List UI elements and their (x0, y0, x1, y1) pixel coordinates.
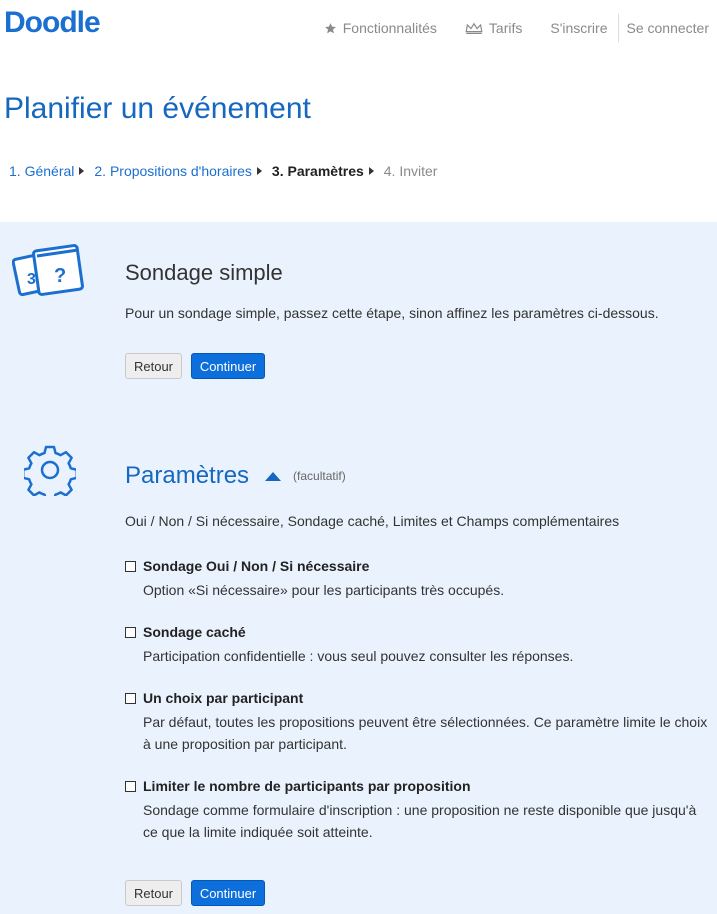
top-header (0, 0, 717, 56)
step-time-proposals[interactable] (94, 163, 272, 179)
nav-login[interactable] (627, 20, 710, 36)
doodle-logo[interactable]: Doodle (4, 6, 100, 39)
option-description: Participation confidentielle : vous seul pouvez consulter les réponses. (143, 648, 574, 664)
option-label[interactable]: Sondage caché (143, 624, 246, 640)
step-settings (272, 163, 384, 179)
step-general[interactable] (9, 163, 94, 179)
nav-pricing[interactable] (465, 20, 522, 36)
step-invite-label: 4. Inviter (383, 163, 438, 179)
calendar-question-icon (12, 242, 90, 298)
option-label[interactable]: Un choix par participant (143, 690, 304, 706)
step-invite (384, 163, 438, 179)
star-icon (324, 22, 337, 35)
simple-poll-title: Sondage simple (125, 260, 283, 285)
nav-features-label: Fonctionnalités (342, 20, 437, 36)
nav-signup[interactable] (550, 20, 607, 36)
option-yes-no-ifneeded (125, 558, 710, 601)
caret-right-icon (79, 167, 84, 175)
limit-participants-checkbox[interactable] (125, 781, 136, 792)
simple-poll-description: Pour un sondage simple, passez cette étape, sinon affinez les paramètres ci-dessous. (125, 305, 659, 321)
nav-pricing-label: Tarifs (488, 20, 523, 36)
caret-right-icon (257, 167, 262, 175)
nav-signup-label: S'inscrire (550, 20, 608, 36)
option-one-choice (125, 690, 710, 755)
crown-icon (465, 22, 483, 34)
settings-section-header[interactable] (125, 462, 346, 490)
nav-login-label: Se connecter (626, 20, 709, 36)
svg-text:?: ? (54, 265, 67, 287)
optional-label: (facultatif) (293, 469, 346, 483)
continue-button[interactable]: Continuer (191, 353, 265, 379)
caret-right-icon (369, 167, 374, 175)
svg-text:3: 3 (27, 271, 36, 288)
collapse-arrow-icon[interactable] (265, 472, 281, 481)
nav-features[interactable] (324, 20, 437, 36)
option-hidden-poll (125, 624, 710, 667)
option-label[interactable]: Limiter le nombre de participants par proposition (143, 778, 471, 794)
gear-icon (24, 444, 76, 496)
step-time-proposals-label: 2. Propositions d'horaires (94, 163, 252, 179)
one-choice-checkbox[interactable] (125, 693, 136, 704)
nav-divider (618, 14, 619, 42)
option-limit-participants (125, 778, 710, 843)
yes-no-ifneeded-checkbox[interactable] (125, 561, 136, 572)
step-settings-label: 3. Paramètres (271, 163, 364, 179)
back-button[interactable]: Retour (125, 353, 182, 379)
option-label[interactable]: Sondage Oui / Non / Si nécessaire (143, 558, 370, 574)
option-description: Option «Si nécessaire» pour les participants très occupés. (143, 582, 505, 598)
page-title: Planifier un événement (4, 92, 311, 125)
settings-summary: Oui / Non / Si nécessaire, Sondage caché, Limites et Champs complémentaires (125, 513, 620, 529)
top-nav (324, 14, 709, 42)
hidden-poll-checkbox[interactable] (125, 627, 136, 638)
wizard-steps (9, 163, 437, 179)
step-general-label: 1. Général (9, 163, 75, 179)
option-description: Sondage comme formulaire d'inscription : une proposition ne reste disponible que jusqu'à ce que la limite indiquée soit atteinte. (143, 802, 697, 840)
option-description: Par défaut, toutes les propositions peuvent être sélectionnées. Ce paramètre limite le choix à une proposition par participant. (143, 714, 708, 752)
back-button-bottom[interactable]: Retour (125, 880, 182, 906)
continue-button-bottom[interactable]: Continuer (191, 880, 265, 906)
settings-title: Paramètres (125, 462, 250, 489)
